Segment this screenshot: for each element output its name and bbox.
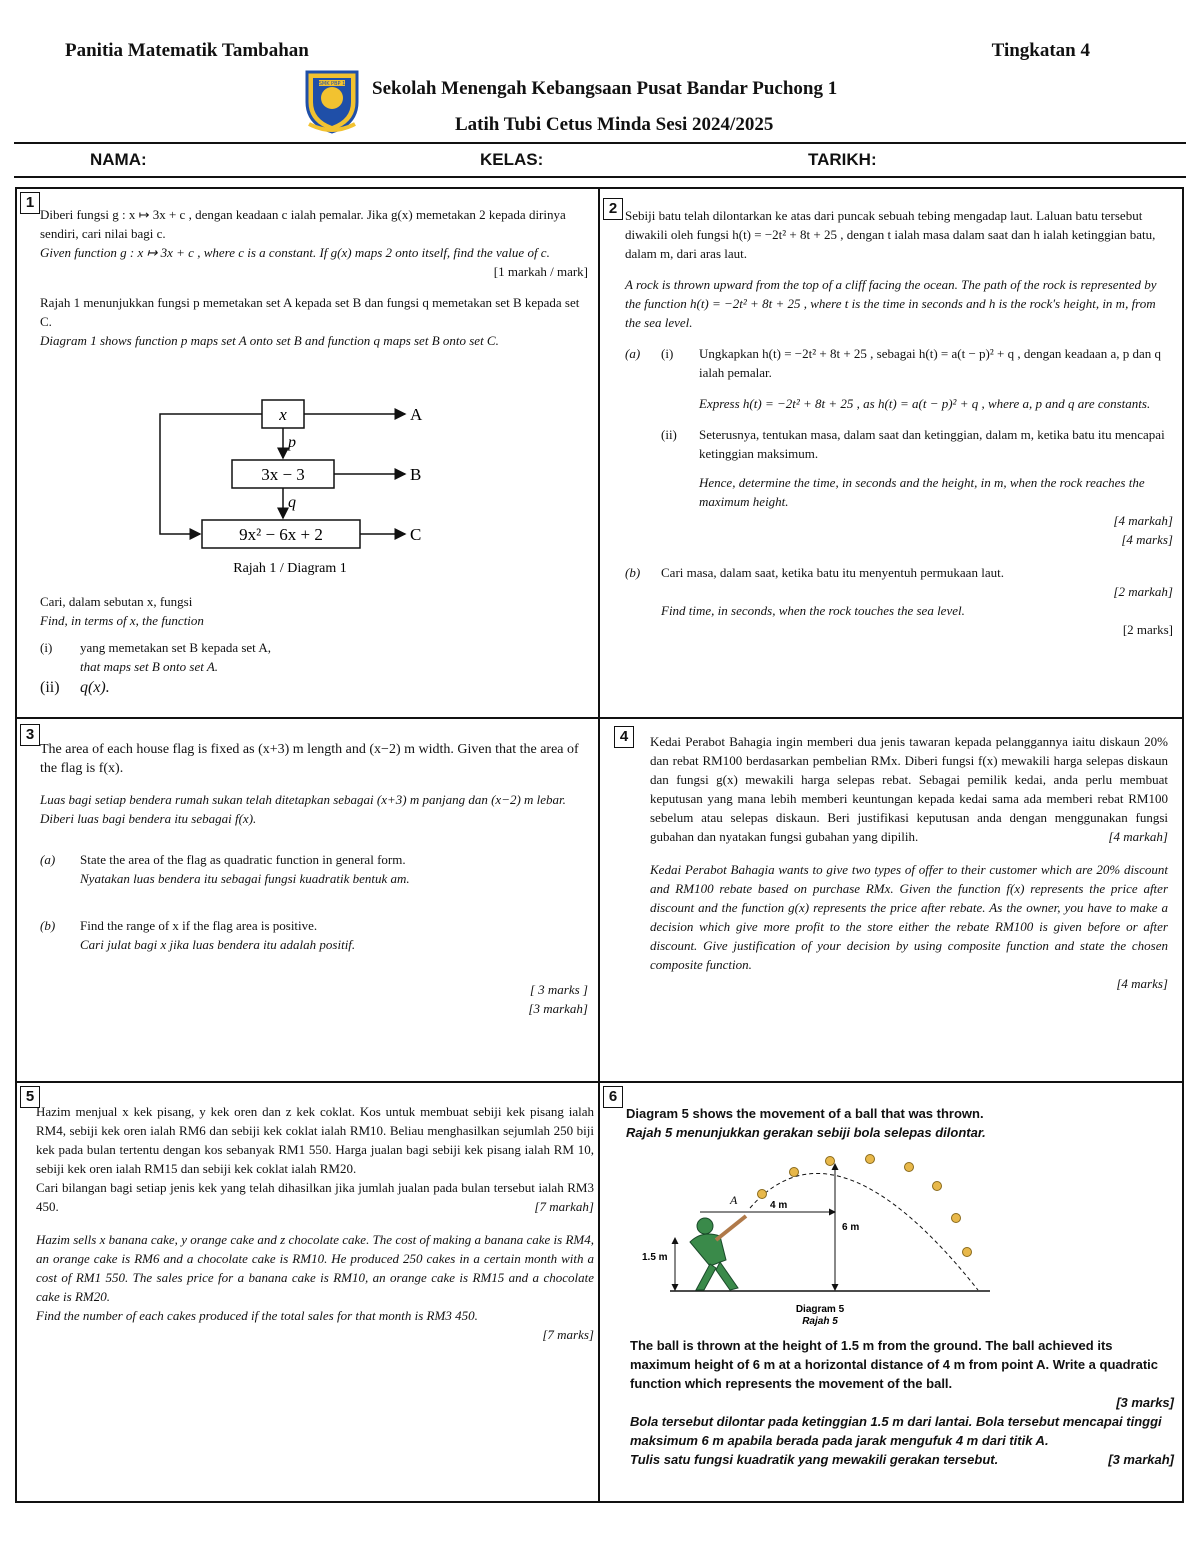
- q2-part-aii-en: Hence, determine the time, in seconds and the height, in m, when the rock reaches the maximum height.: [699, 475, 1145, 509]
- q3-part-b-en: Find the range of x if the flag area is positive.: [80, 918, 318, 933]
- date-label: TARIKH:: [808, 150, 877, 169]
- q5-marks-ms: [7 markah]: [534, 1199, 594, 1214]
- q6-marks-en: [3 marks]: [1116, 1395, 1174, 1410]
- q1-diagram-en: Diagram 1 shows function p maps set A onto set B and function q maps set B onto set C.: [40, 333, 499, 348]
- question-4-number: 4: [614, 726, 634, 748]
- question-6-number: 6: [603, 1086, 623, 1108]
- q6-ball: [952, 1214, 961, 1223]
- header-form: Tingkatan 4: [991, 40, 1090, 61]
- q4-text-en: Kedai Perabot Bahagia wants to give two types of offer to their customer which are 20% discount and RM100 rebate based on purchase RMx. Given the function f(x) represents the price after discount and the function g(x) represents the price after rebate. As the owner, you have to make a decision which give more profit to the store either the rebate RM100 is given before or after discount. Give justification of your decision by using composite function and state the chosen composite function.: [650, 862, 1168, 972]
- q1-find-ms: Cari, dalam sebutan x, fungsi: [40, 594, 193, 609]
- q1-find-en: Find, in terms of x, the function: [40, 613, 204, 628]
- q6-ball: [866, 1155, 875, 1164]
- q6-intro-en: Diagram 5 shows the movement of a ball that was thrown.: [626, 1106, 984, 1121]
- q2-part-aii-ms: Seterusnya, tentukan masa, dalam saat dan ketinggian, dalam m, ketika batu itu mencapai ketinggian maksimum.: [699, 427, 1165, 461]
- q2-part-ai-label: (i): [661, 346, 674, 361]
- q3-intro-ms: Luas bagi setiap bendera rumah sukan telah ditetapkan sebagai (x+3) m panjang dan (x−2) m lebar. Diberi luas bagi bendera itu sebagai f(x).: [40, 792, 566, 826]
- q6-label-start-height: 1.5 m: [642, 1252, 668, 1263]
- q6-label-horizontal: 4 m: [770, 1200, 788, 1211]
- q2-part-ai-en: Express h(t) = −2t² + 8t + 25 , as h(t) = a(t − p)² + q , where a, p and q are constants.: [699, 396, 1151, 411]
- question-3: [40, 740, 588, 1018]
- q3-marks-en: [ 3 marks ]: [529, 982, 588, 997]
- q6-ball: [933, 1182, 942, 1191]
- q3-intro-en: The area of each house flag is fixed as (x+3) m length and (x−2) m width. Given that the area of the flag is f(x).: [40, 742, 579, 776]
- q4-marks-en: [4 marks]: [1116, 976, 1168, 991]
- question-1-parts: [40, 592, 588, 697]
- q1-intro-ms: Diberi fungsi g : x ↦ 3x + c , dengan keadaan c ialah pemalar. Jika g(x) memetakan 2 kepada dirinya sendiri, cari nilai bagi c.: [40, 207, 566, 241]
- q6-thrower-figure: [690, 1216, 746, 1290]
- q5-find-en: Find the number of each cakes produced if the total sales for that month is RM3 450.: [36, 1308, 478, 1323]
- q6-ball: [826, 1157, 835, 1166]
- grid-divider-row1: [15, 717, 1184, 719]
- question-6-body: [630, 1336, 1174, 1469]
- q1-function-diagram: [140, 392, 440, 577]
- q2-part-ai-ms: Ungkapkan h(t) = −2t² + 8t + 25 , sebagai h(t) = a(t − p)² + q , dengan keadaan a, p dan q ialah pemalar.: [699, 346, 1161, 380]
- q2-part-b-en: Find time, in seconds, when the rock touches the sea level.: [661, 603, 965, 618]
- q6-ball: [758, 1190, 767, 1199]
- q5-find-ms: Cari bilangan bagi setiap jenis kek yang telah dihasilkan jika jumlah jualan pada bulan tersebut ialah RM3 450.: [36, 1180, 594, 1214]
- q5-marks-en: [7 marks]: [542, 1327, 594, 1342]
- q1-part-i-ms: yang memetakan set B kepada set A,: [80, 640, 271, 655]
- q1-part-ii-label: (ii): [40, 679, 60, 696]
- q2-intro-ms: Sebiji batu telah dilontarkan ke atas dari puncak sebuah tebing mengadap laut. Laluan batu tersebut diwakili oleh fungsi h(t) = −2t² + 8t + 25 , dengan t ialah masa dalam saat dan h ialah ketinggian batu, dalam m, dari aras laut.: [625, 208, 1156, 261]
- q6-caption-en: Diagram 5: [795, 1304, 845, 1315]
- question-2: [625, 206, 1173, 639]
- class-label: KELAS:: [480, 150, 544, 169]
- q6-ball: [963, 1248, 972, 1257]
- q1-diagram-ms: Rajah 1 menunjukkan fungsi p memetakan set A kepada set B dan fungsi q memetakan set B kepada set C.: [40, 295, 580, 329]
- q6-ball: [790, 1168, 799, 1177]
- q2-part-aii-label: (ii): [661, 427, 677, 442]
- question-1-number: 1: [20, 192, 40, 214]
- question-5: [36, 1102, 594, 1344]
- q2-intro-en: A rock is thrown upward from the top of a cliff facing the ocean. The path of the rock is represented by the function h(t) = −2t² + 8t + 25 , where t is the time in seconds and h is the rock's height, in m, from the sea level.: [625, 277, 1157, 330]
- q1-diagram-caption: Rajah 1 / Diagram 1: [233, 561, 347, 576]
- q2-b-marks-ms: [2 markah]: [1113, 584, 1173, 599]
- q2-b-marks-en: [2 marks]: [1122, 622, 1173, 637]
- school-name: Sekolah Menengah Kebangsaan Pusat Bandar Puchong 1: [372, 78, 838, 99]
- q3-part-b-ms: Cari julat bagi x jika luas bendera itu adalah positif.: [80, 937, 356, 952]
- q6-ball: [905, 1163, 914, 1172]
- question-2-number: 2: [603, 198, 623, 220]
- question-3-number: 3: [20, 724, 40, 746]
- q1-box-bot-label: 9x² − 6x + 2: [239, 525, 323, 544]
- header-rule: [14, 142, 1186, 144]
- q3-part-a-label: (a): [40, 852, 56, 867]
- q1-label-p: p: [288, 434, 296, 451]
- q1-set-c: C: [410, 525, 422, 544]
- q3-marks-ms: [3 markah]: [528, 1001, 588, 1016]
- q5-text-ms: Hazim menjual x kek pisang, y kek oren dan z kek coklat. Kos untuk membuat sebiji kek pisang ialah RM4, sebiji kek oren ialah RM6 dan sebiji kek coklat ialah RM10. Beliau menghasilkan sejumlah 250 biji kek pada bulan tertentu dengan kos sebanyak RM1 550. Harga jualan bagi sebiji kek pisang ialah RM 10, sebiji kek oren ialah RM15 dan sebiji kek coklat ialah RM20.: [36, 1104, 594, 1176]
- q1-intro-en: Given function g : x ↦ 3x + c , where c is a constant. If g(x) maps 2 onto itself, find the value of c.: [40, 245, 550, 260]
- grid-divider-row2: [15, 1081, 1184, 1083]
- question-4: [650, 732, 1168, 993]
- logo-text: SMK PBP 1: [318, 81, 346, 87]
- session-title: Latih Tubi Cetus Minda Sesi 2024/2025: [455, 114, 774, 135]
- q6-label-vertical: 6 m: [842, 1222, 860, 1233]
- q1-box-x-label: x: [279, 405, 287, 424]
- q1-set-b: B: [410, 465, 422, 484]
- q5-text-en: Hazim sells x banana cake, y orange cake and z chocolate cake. The cost of making a banana cake is RM4, an orange cake is RM6 and a chocolate cake is RM10. He produced 250 cakes in a certain month with a cost of RM1 550. The sales price for a banana cake is RM10, an orange cake is RM15 and a chocolate cake is RM20.: [36, 1232, 594, 1304]
- q1-marks: [1 markah / mark]: [493, 264, 588, 279]
- page-header: [0, 0, 1200, 140]
- q1-part-i-label: (i): [40, 640, 53, 655]
- q2-part-b-label: (b): [625, 565, 641, 580]
- question-5-number: 5: [20, 1086, 40, 1108]
- school-logo: [299, 66, 365, 134]
- header-committee: Panitia Matematik Tambahan: [65, 40, 309, 61]
- q6-intro-ms: Rajah 5 menunjukkan gerakan sebiji bola selepas dilontar.: [626, 1125, 986, 1140]
- namebar-rule: [14, 176, 1186, 178]
- q6-write-ms: Tulis satu fungsi kuadratik yang mewakili gerakan tersebut.: [630, 1452, 999, 1467]
- q2-a-marks-en: [4 marks]: [1121, 532, 1173, 547]
- q6-body-ms: Bola tersebut dilontar pada ketinggian 1.5 m dari lantai. Bola tersebut mencapai tinggi maksimum 6 m apabila berada pada jarak mengufuk 4 m dari titik A.: [630, 1414, 1162, 1448]
- q6-marks-ms: [3 markah]: [1108, 1452, 1174, 1467]
- q3-part-a-ms: Nyatakan luas bendera itu sebagai fungsi kuadratik bentuk am.: [80, 871, 410, 886]
- q2-part-a-label: (a): [625, 346, 641, 361]
- q2-a-marks-ms: [4 markah]: [1113, 513, 1173, 528]
- q2-part-b-ms: Cari masa, dalam saat, ketika batu itu menyentuh permukaan laut.: [661, 565, 1004, 580]
- q6-label-a: A: [730, 1193, 738, 1207]
- q3-part-b-label: (b): [40, 918, 56, 933]
- question-1: [40, 205, 588, 350]
- q6-body-en: The ball is thrown at the height of 1.5 m from the ground. The ball achieved its maximum height of 6 m at a horizontal distance of 4 m from point A. Write a quadratic function which represents the movement of the ball.: [630, 1338, 1159, 1391]
- q3-part-a-en: State the area of the flag as quadratic function in general form.: [80, 852, 406, 867]
- q4-marks-ms: [4 markah]: [1108, 829, 1168, 844]
- name-label: NAMA:: [90, 150, 147, 169]
- q6-ball-diagram: [630, 1150, 1010, 1332]
- q1-part-i-en: that maps set B onto set A.: [80, 659, 219, 674]
- q1-box-mid-label: 3x − 3: [261, 465, 305, 484]
- question-6-intro: [626, 1104, 1174, 1142]
- q1-part-ii-text: q(x).: [80, 679, 110, 696]
- q1-set-a: A: [410, 405, 423, 424]
- q6-trajectory: [750, 1173, 978, 1290]
- grid-divider-vertical: [598, 187, 600, 1503]
- q4-text-ms: Kedai Perabot Bahagia ingin memberi dua jenis tawaran kepada pelanggannya iaitu diskaun 20% dan rebat RM100 berdasarkan pembelian RMx. Diberi fungsi f(x) mewakili harga selepas diskaun dan fungsi g(x) mewakili harga selepas rebat. Sebagai pemilik kedai, anda perlu membuat keputusan yang mana lebih memberi keuntungan kepada kedai sama ada memberi rebat RM100 sebelum atau selepas diskaun. Beri justifikasi keputusan anda dengan menggunakan fungsi gubahan dan nyatakan fungsi gubahan yang dipilih.: [650, 734, 1168, 844]
- q6-caption-ms: Rajah 5: [802, 1316, 838, 1327]
- q1-label-q: q: [288, 494, 296, 511]
